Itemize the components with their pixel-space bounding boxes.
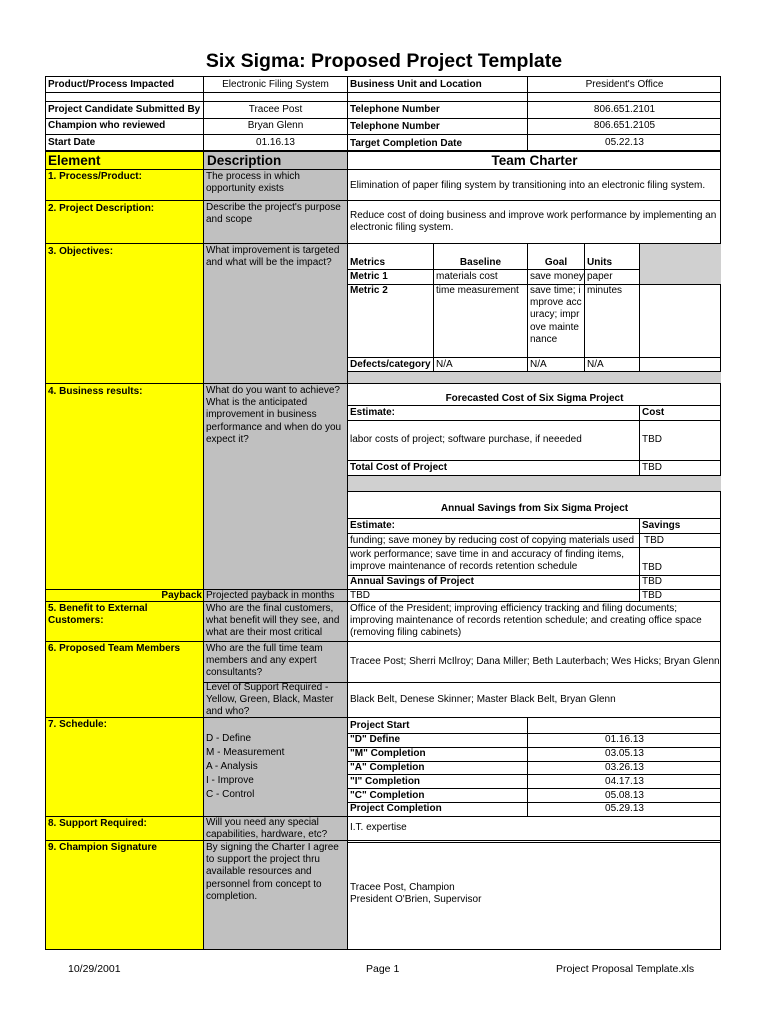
- schedule-phase-analysis: A - Analysis: [206, 761, 258, 772]
- metric2-units: minutes: [587, 285, 623, 296]
- support-element: 8. Support Required:: [48, 818, 147, 829]
- metric2-label: Metric 2: [350, 285, 388, 296]
- defects-goal: N/A: [530, 359, 547, 370]
- business-unit-label: Business Unit and Location: [350, 79, 482, 90]
- payback-element: Payback: [161, 590, 202, 601]
- labor-cost-text: labor costs of project; software purchase, if neeeded: [350, 434, 582, 445]
- schedule-item-label: "M" Completion: [350, 748, 426, 759]
- phone1-value: 806.651.2101: [593, 104, 656, 115]
- schedule-item-label: Project Start: [350, 720, 410, 731]
- team-charter-header: Team Charter: [491, 153, 578, 168]
- process-element: 1. Process/Product:: [48, 171, 142, 182]
- savings-estimate-label: Estimate:: [350, 520, 396, 531]
- business-unit-value: President's Office: [585, 79, 664, 90]
- payback-description: Projected payback in months: [206, 590, 335, 601]
- forecast-title: Forecasted Cost of Six Sigma Project: [445, 393, 624, 404]
- schedule-item-label: "I" Completion: [350, 776, 421, 787]
- footer-filename: Project Proposal Template.xls: [556, 963, 695, 975]
- schedule-phase-improve: I - Improve: [206, 775, 254, 786]
- benefit-element: 5. Benefit to External Customers:: [48, 603, 148, 627]
- metrics-header: Metrics: [350, 257, 386, 268]
- team-description: Who are the full time team members and any expert consultants?: [206, 643, 323, 679]
- baseline-header: Baseline: [459, 257, 502, 268]
- project-description-description: Describe the project's purpose and scope: [206, 202, 341, 226]
- champion-signature-element: 9. Champion Signature: [48, 842, 157, 853]
- schedule-item-label: "C" Completion: [350, 790, 425, 801]
- savings-label: Savings: [642, 520, 681, 531]
- description-header: Description: [207, 153, 282, 168]
- benefit-charter: Office of the President; improving efficiency tracking and filing documents; improving maintenance of records retention schedule; and creating office space (removing filing cabinets): [350, 603, 702, 639]
- labor-cost-value: TBD: [642, 434, 662, 445]
- total-cost-label: Total Cost of Project: [350, 462, 448, 473]
- project-description-element: 2. Project Description:: [48, 203, 155, 214]
- phone2-value: 806.651.2105: [593, 120, 656, 131]
- element-header: Element: [48, 153, 101, 168]
- forecast-estimate-label: Estimate:: [350, 407, 396, 418]
- product-label: Product/Process Impacted: [48, 79, 175, 90]
- cost-label: Cost: [642, 407, 665, 418]
- schedule-item-date: 04.17.13: [605, 776, 644, 787]
- metric2-goal: save time; improve accuracy; improve maintenance: [530, 285, 582, 345]
- units-header: Units: [587, 257, 612, 268]
- schedule-item-date: 03.05.13: [605, 748, 644, 759]
- project-description-charter: Reduce cost of doing business and improve work performance by implementing an electronic filing system.: [350, 210, 717, 234]
- support-description: Will you need any special capabilities, hardware, etc?: [206, 817, 328, 841]
- annual-savings-label: Annual Savings of Project: [350, 576, 474, 587]
- schedule-item-label: "A" Completion: [350, 762, 425, 773]
- schedule-item-label: Project Completion: [350, 803, 442, 814]
- metric1-baseline: materials cost: [436, 271, 498, 282]
- schedule-item-label: "D" Define: [350, 734, 401, 745]
- phone1-label: Telephone Number: [350, 104, 440, 115]
- schedule-phase-define: D - Define: [206, 733, 252, 744]
- objectives-element: 3. Objectives:: [48, 246, 114, 257]
- support-level-description: Level of Support Required - Yellow, Green, Black, Master and who?: [206, 682, 334, 718]
- annual-savings-value: TBD: [642, 576, 662, 587]
- phone2-label: Telephone Number: [350, 121, 440, 132]
- business-results-description: What do you want to achieve? What is the anticipated improvement in business performance and when do you expect it?: [206, 385, 342, 445]
- candidate-label: Project Candidate Submitted By: [48, 104, 201, 115]
- start-date-value: 01.16.13: [256, 137, 295, 148]
- business-gray-filler: [348, 476, 721, 491]
- funding-text: funding; save money by reducing cost of copying materials used: [350, 535, 635, 546]
- schedule-item-date: 05.08.13: [605, 790, 644, 801]
- start-date-label: Start Date: [48, 137, 96, 148]
- process-charter: Elimination of paper filing system by transitioning into an electronic filing system.: [350, 180, 706, 191]
- payback-charter: TBD: [350, 590, 370, 601]
- target-date-label: Target Completion Date: [350, 138, 463, 149]
- champion-value: Bryan Glenn: [247, 120, 304, 131]
- schedule-item-date: 01.16.13: [605, 734, 644, 745]
- savings-title: Annual Savings from Six Sigma Project: [440, 503, 629, 514]
- target-date-value: 05.22.13: [605, 137, 644, 148]
- defects-label: Defects/category: [350, 359, 431, 370]
- metric1-goal: save money: [530, 271, 584, 282]
- schedule-phase-measurement: M - Measurement: [206, 747, 285, 758]
- page-title: Six Sigma: Proposed Project Template: [205, 50, 563, 72]
- schedule-phase-control: C - Control: [206, 789, 255, 800]
- metric2-baseline: time measurement: [436, 285, 519, 296]
- support-level-charter: Black Belt, Denese Skinner; Master Black Belt, Bryan Glenn: [350, 694, 616, 705]
- process-description: The process in which opportunity exists: [206, 171, 300, 195]
- support-charter: I.T. expertise: [350, 822, 407, 833]
- objectives-description: What improvement is targeted and what will be the impact?: [206, 245, 340, 269]
- product-value: Electronic Filing System: [222, 79, 329, 90]
- candidate-value: Tracee Post: [248, 104, 303, 115]
- defects-baseline: N/A: [436, 359, 453, 370]
- metric1-label: Metric 1: [350, 271, 388, 282]
- benefit-description: Who are the final customers, what benefit will they see, and what are their most critical: [206, 603, 340, 639]
- defects-units: N/A: [587, 359, 604, 370]
- team-element: 6. Proposed Team Members: [48, 643, 181, 654]
- metric1-units: paper: [587, 271, 613, 282]
- champion-signature-description: By signing the Charter I agree to support the project thru available resources and personnel from concept to completion.: [206, 842, 339, 902]
- champion-signature-line2: President O'Brien, Supervisor: [350, 894, 482, 905]
- schedule-element: 7. Schedule:: [48, 719, 107, 730]
- champion-signature-line1: Tracee Post, Champion: [350, 882, 455, 893]
- business-results-element: 4. Business results:: [48, 386, 143, 397]
- footer-page: Page 1: [366, 963, 400, 975]
- total-cost-value: TBD: [642, 462, 662, 473]
- metrics-gray-filler: [639, 244, 721, 284]
- funding-savings: TBD: [644, 535, 664, 546]
- payback-value: TBD: [642, 590, 662, 601]
- goal-header: Goal: [544, 257, 568, 268]
- schedule-item-date: 05.29.13: [605, 803, 644, 814]
- work-performance-savings: TBD: [642, 562, 662, 573]
- schedule-item-date: 03.26.13: [605, 762, 644, 773]
- objectives-gray-filler: [348, 371, 721, 383]
- footer-date: 10/29/2001: [68, 963, 121, 975]
- team-charter: Tracee Post; Sherri McIlroy; Dana Miller; Beth Lauterbach; Wes Hicks; Bryan Glenn: [350, 656, 720, 667]
- work-performance-text: work performance; save time in and accuracy of finding items, improve maintenance of records retention schedule: [350, 549, 625, 573]
- champion-label: Champion who reviewed: [48, 120, 166, 131]
